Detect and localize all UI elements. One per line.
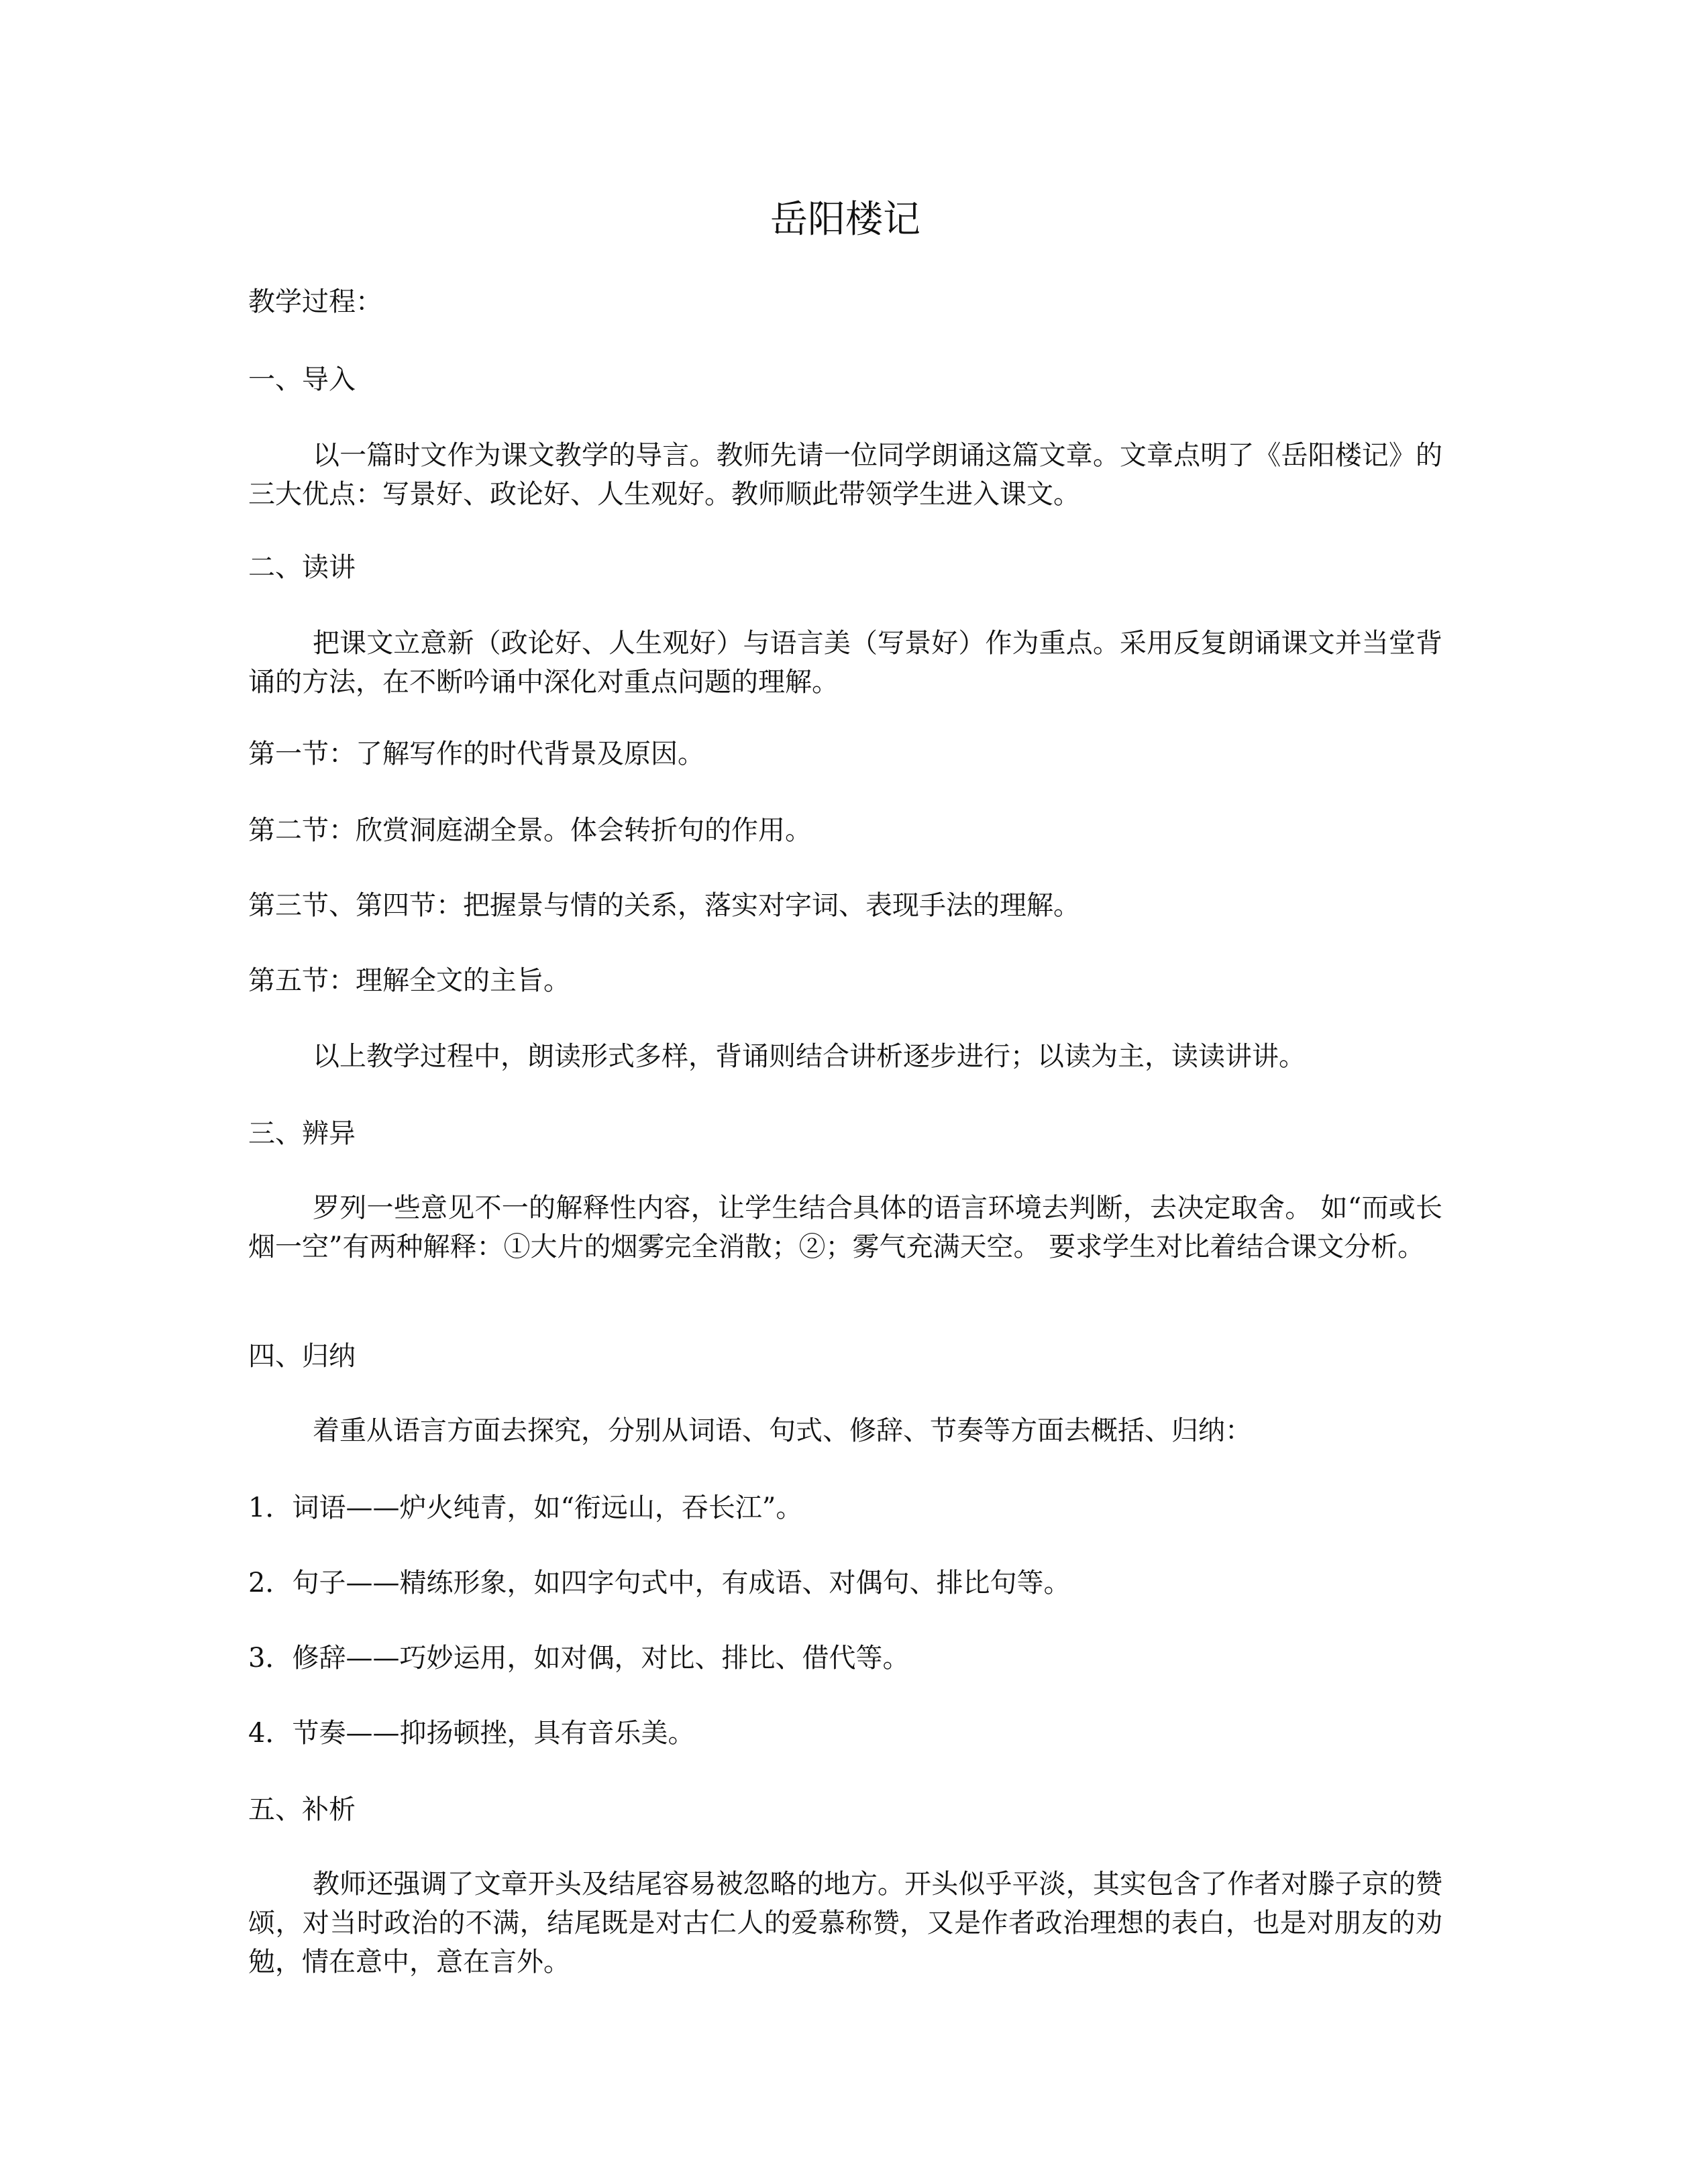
section-paragraph-supplement: 教师还强调了文章开头及结尾容易被忽略的地方。开头似乎平淡，其实包含了作者对滕子京的赞颂，对当时政治的不满，结尾既是对古仁人的爱慕称赞，又是作者政治理想的表白，也是对朋友的劝勉，情在意中，意在言外。 bbox=[248, 1869, 1442, 1977]
list-item: 1．词语——炉火纯青，如“衔远山，吞长江”。 bbox=[248, 1492, 803, 1523]
process-label: 教学过程： bbox=[248, 286, 382, 317]
section-paragraph-distinguish: 罗列一些意见不一的解释性内容，让学生结合具体的语言环境去判断，去决定取舍。 如“而或长烟一空”有两种解释：①大片的烟雾完全消散；②；雾气充满天空。 要求学生对比着结合课文分析。 bbox=[248, 1193, 1442, 1262]
section-heading-supplement: 五、补析 bbox=[248, 1794, 356, 1825]
section-heading-summarize: 四、归纳 bbox=[248, 1341, 356, 1372]
list-item: 2．句子——精练形象，如四字句式中，有成语、对偶句、排比句等。 bbox=[248, 1568, 1071, 1598]
section-paragraph-intro: 以一篇时文作为课文教学的导言。教师先请一位同学朗诵这篇文章。文章点明了《岳阳楼记》的三大优点：写景好、政论好、人生观好。教师顺此带领学生进入课文。 bbox=[248, 440, 1442, 510]
section-heading-reading: 二、读讲 bbox=[248, 552, 356, 583]
list-item: 3．修辞——巧妙运用，如对偶，对比、排比、借代等。 bbox=[248, 1643, 910, 1674]
section-heading-distinguish: 三、辨异 bbox=[248, 1118, 356, 1149]
section-paragraph-summarize: 着重从语言方面去探究，分别从词语、句式、修辞、节奏等方面去概括、归纳： bbox=[313, 1415, 1252, 1446]
document-title: 岳阳楼记 bbox=[770, 198, 920, 241]
step-item: 第二节：欣赏洞庭湖全景。体会转折句的作用。 bbox=[248, 815, 812, 846]
step-item: 第三节、第四节：把握景与情的关系，落实对字词、表现手法的理解。 bbox=[248, 890, 1080, 921]
reading-summary: 以上教学过程中，朗读形式多样，背诵则结合讲析逐步进行；以读为主，读读讲讲。 bbox=[313, 1041, 1306, 1072]
step-item: 第五节：理解全文的主旨。 bbox=[248, 965, 570, 996]
section-heading-intro: 一、导入 bbox=[248, 364, 356, 395]
section-paragraph-reading: 把课文立意新（政论好、人生观好）与语言美（写景好）作为重点。采用反复朗诵课文并当堂背诵的方法，在不断吟诵中深化对重点问题的理解。 bbox=[248, 628, 1442, 698]
list-item: 4．节奏——抑扬顿挫，具有音乐美。 bbox=[248, 1718, 695, 1749]
step-item: 第一节：了解写作的时代背景及原因。 bbox=[248, 739, 704, 769]
